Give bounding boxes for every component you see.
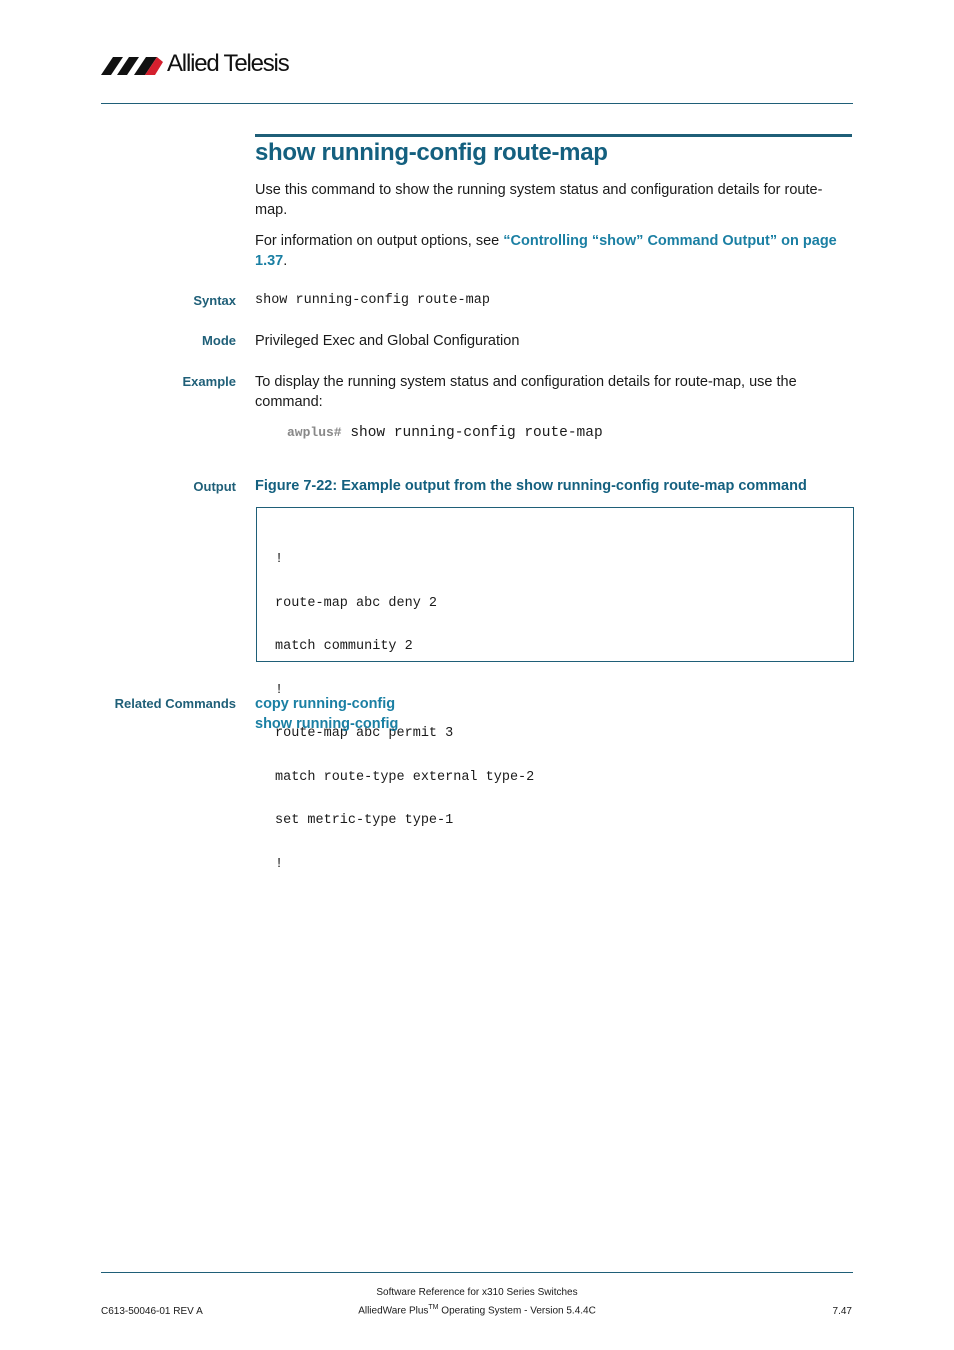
- footer-product-line: [0, 1304, 954, 1316]
- mode-text: Privileged Exec and Global Configuration: [255, 333, 520, 349]
- example-text: To display the running system status and configuration details for route-map, use the command:: [255, 374, 797, 410]
- syntax-command: show running-config route-map: [255, 293, 490, 308]
- header-rule: [101, 103, 853, 104]
- info-suffix: .: [283, 252, 288, 269]
- output-line: match route-type external type-2: [275, 769, 535, 785]
- allied-telesis-logo-icon: [101, 54, 165, 76]
- related-commands-list: [255, 695, 398, 734]
- footer-page-number: 7.47: [832, 1306, 852, 1317]
- footer-title: Software Reference for x310 Series Switches: [376, 1287, 578, 1298]
- intro-paragraph: Use this command to show the running system status and configuration details for route-map.: [255, 182, 823, 218]
- footer-rule: [101, 1272, 853, 1273]
- footer-product: AlliedWare Plus: [358, 1305, 429, 1317]
- related-link-copy-running-config[interactable]: copy running-config: [255, 696, 396, 712]
- related-commands-label: Related Commands: [114, 696, 236, 711]
- page-title: show running-config route-map: [255, 139, 608, 166]
- example-command-line: [287, 425, 603, 441]
- brand-name: Allied Telesis: [167, 50, 289, 77]
- related-link-show-running-config[interactable]: show running-config: [255, 715, 399, 732]
- company-logo: [101, 50, 301, 80]
- mode-label: Mode: [202, 333, 236, 348]
- output-line: set metric-type type-1: [275, 813, 454, 828]
- example-label: Example: [182, 374, 236, 389]
- syntax-label: Syntax: [193, 293, 236, 308]
- example-command: show running-config route-map: [350, 425, 603, 441]
- output-line: route-map abc permit 3: [275, 726, 454, 741]
- output-line: !: [275, 552, 284, 567]
- output-label: Output: [193, 479, 236, 494]
- output-line: route-map abc deny 2: [275, 595, 438, 611]
- info-prefix: For information on output options, see: [255, 233, 504, 249]
- footer-doc-id: C613-50046-01 REV A: [101, 1306, 203, 1317]
- info-paragraph: [255, 232, 853, 271]
- title-rule: [255, 134, 852, 137]
- example-prompt: awplus#: [287, 425, 342, 440]
- output-options-link[interactable]: “Controlling “show” Command Output” on page 1.37: [255, 233, 837, 269]
- footer-version: Operating System - Version 5.4.4C: [438, 1305, 596, 1317]
- figure-caption: Figure 7-22: Example output from the show running-config route-map command: [255, 478, 807, 494]
- footer-trademark: TM: [428, 1304, 439, 1311]
- output-line: match community 2: [275, 639, 413, 654]
- output-line: !: [275, 856, 284, 872]
- output-line: !: [275, 682, 284, 698]
